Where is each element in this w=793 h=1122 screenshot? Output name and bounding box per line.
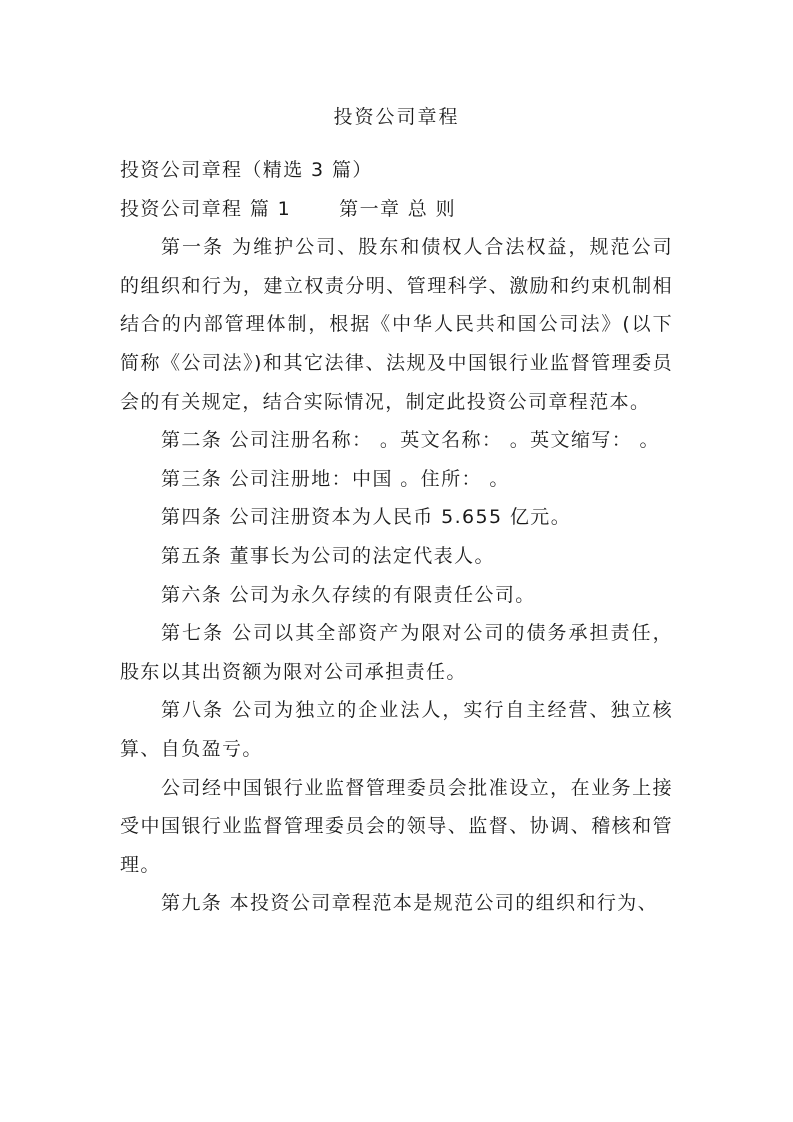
article-8-supplement-paragraph: 公司经中国银行业监督管理委员会批准设立，在业务上接受中国银行业监督管理委员会的领导、监督、协调、稽核和管理。 xyxy=(120,776,673,876)
document-subtitle: 投资公司章程（精选 3 篇） xyxy=(120,159,373,181)
article-6-paragraph: 第六条 公司为永久存续的有限责任公司。 xyxy=(161,583,536,606)
article-1-paragraph: 第一条 为维护公司、股东和债权人合法权益，规范公司的组织和行为，建立权责分明、管理科学、激励和约束机制相结合的内部管理体制，根据《中华人民共和国公司法》(以下简称《公司法》)和其它法律、法规及中国银行业监督管理委员会的有关规定，结合实际情况，制定此投资公司章程范本。 xyxy=(120,236,673,413)
document-body xyxy=(120,151,673,923)
document-title: 投资公司章程 xyxy=(333,106,460,128)
article-3-paragraph: 第三条 公司注册地：中国 。住所： 。 xyxy=(161,467,510,490)
part-heading: 投资公司章程 篇 1 xyxy=(120,197,292,220)
article-9-paragraph: 第九条 本投资公司章程范本是规范公司的组织和行为、 xyxy=(161,892,659,915)
section-heading xyxy=(120,190,673,229)
article-2-paragraph: 第二条 公司注册名称： 。英文名称： 。英文缩写： 。 xyxy=(161,429,660,452)
article-8-paragraph: 第八条 公司为独立的企业法人，实行自主经营、独立核算、自负盈亏。 xyxy=(120,699,673,760)
chapter-heading: 第一章 总 则 xyxy=(339,197,457,220)
article-5-paragraph: 第五条 董事长为公司的法定代表人。 xyxy=(161,544,495,567)
article-7-paragraph: 第七条 公司以其全部资产为限对公司的债务承担责任，股东以其出资额为限对公司承担责任。 xyxy=(120,622,673,683)
article-4-paragraph: 第四条 公司注册资本为人民币 5.655 亿元。 xyxy=(161,506,572,529)
